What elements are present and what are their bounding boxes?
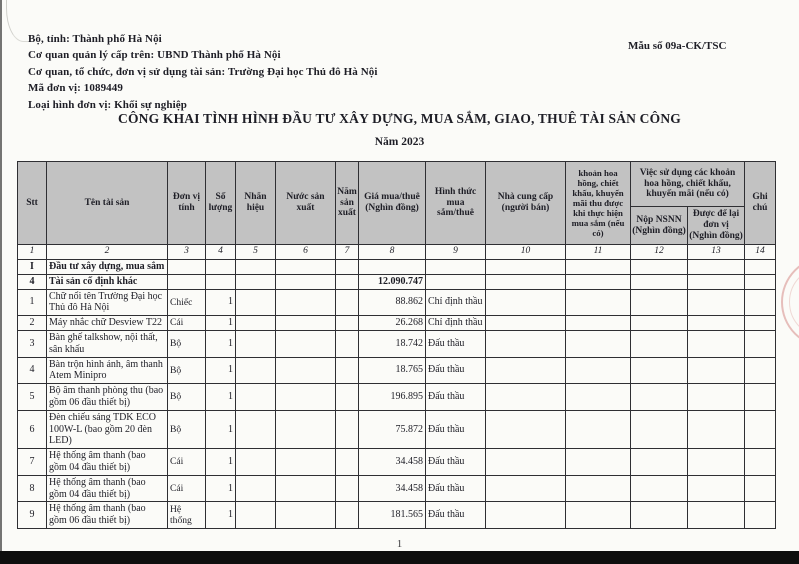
col-header-unit: Đơn vị tính — [168, 162, 206, 245]
cell-price: 75.872 — [359, 410, 426, 448]
cell-note — [745, 316, 776, 331]
asset-table-body — [18, 260, 776, 529]
cell-commission — [566, 357, 631, 384]
cell-commission — [566, 260, 631, 275]
header-line-ministry: Bộ, tỉnh: Thành phố Hà Nội — [28, 33, 162, 45]
table-row — [18, 260, 776, 275]
col-header-price: Giá mua/thuê (Nghìn đồng) — [359, 162, 426, 245]
cell-nsnn — [631, 316, 688, 331]
cell-name: Tài sản cố định khác — [47, 274, 168, 289]
cell-price: 34.458 — [359, 449, 426, 476]
cell-name: Hệ thống âm thanh (bao gồm 06 đầu thiết bị) — [47, 502, 168, 529]
cell-qty: 1 — [206, 384, 236, 411]
cell-nsnn — [631, 274, 688, 289]
cell-name: Bàn ghế talkshow, nội thất, sân khấu — [47, 330, 168, 357]
cell-note — [745, 274, 776, 289]
cell-stt: 7 — [18, 449, 47, 476]
cell-note — [745, 357, 776, 384]
cell-stt: 1 — [18, 289, 47, 316]
table-row — [18, 289, 776, 316]
cell-method: Chỉ định thầu — [426, 316, 486, 331]
cell-country — [276, 449, 336, 476]
col-number: 3 — [168, 245, 206, 260]
cell-stt: 2 — [18, 316, 47, 331]
cell-name: Hệ thống âm thanh (bao gồm 04 đầu thiết bị) — [47, 475, 168, 502]
col-number: 8 — [359, 245, 426, 260]
cell-qty: 1 — [206, 410, 236, 448]
col-number: 11 — [566, 245, 631, 260]
cell-country — [276, 410, 336, 448]
cell-name: Chữ nổi tên Trường Đại học Thủ đô Hà Nội — [47, 289, 168, 316]
cell-commission — [566, 274, 631, 289]
cell-note — [745, 330, 776, 357]
page-subtitle-year: Năm 2023 — [374, 136, 425, 148]
cell-brand — [236, 357, 276, 384]
cell-brand — [236, 330, 276, 357]
cell-price: 34.458 — [359, 475, 426, 502]
cell-country — [276, 384, 336, 411]
cell-retained — [688, 316, 745, 331]
column-number-row — [18, 245, 776, 260]
cell-year — [336, 502, 359, 529]
cell-brand — [236, 274, 276, 289]
cell-retained — [688, 502, 745, 529]
cell-method: Đấu thầu — [426, 475, 486, 502]
col-number: 6 — [276, 245, 336, 260]
table-row — [18, 502, 776, 529]
cell-qty: 1 — [206, 330, 236, 357]
col-number: 9 — [426, 245, 486, 260]
cell-commission — [566, 330, 631, 357]
cell-brand — [236, 449, 276, 476]
cell-retained — [688, 449, 745, 476]
cell-nsnn — [631, 449, 688, 476]
cell-year — [336, 330, 359, 357]
page-number: 1 — [396, 538, 403, 550]
cell-commission — [566, 384, 631, 411]
table-row — [18, 449, 776, 476]
form-number-label: Mẫu số 09a-CK/TSC — [628, 40, 727, 52]
cell-supplier — [486, 475, 566, 502]
cell-brand — [236, 410, 276, 448]
cell-year — [336, 316, 359, 331]
cell-stt: 4 — [18, 274, 47, 289]
cell-qty: 1 — [206, 449, 236, 476]
document-header-block — [28, 31, 378, 113]
col-header-commission: khoản hoa hồng, chiết khấu, khuyến mãi thu được khi thực hiện mua sắm (nếu có) — [566, 162, 631, 245]
cell-note — [745, 475, 776, 502]
cell-qty: 1 — [206, 357, 236, 384]
col-header-brand: Nhãn hiệu — [236, 162, 276, 245]
cell-method — [426, 260, 486, 275]
cell-stt: 5 — [18, 384, 47, 411]
cell-unit — [168, 274, 206, 289]
cell-price: 88.862 — [359, 289, 426, 316]
cell-retained — [688, 274, 745, 289]
cell-supplier — [486, 384, 566, 411]
cell-nsnn — [631, 289, 688, 316]
cell-nsnn — [631, 260, 688, 275]
cell-name: Hệ thống âm thanh (bao gồm 04 đầu thiết bị) — [47, 449, 168, 476]
cell-supplier — [486, 410, 566, 448]
cell-supplier — [486, 289, 566, 316]
cell-price: 18.742 — [359, 330, 426, 357]
cell-stt: 8 — [18, 475, 47, 502]
cell-qty: 1 — [206, 475, 236, 502]
header-line-managing-agency: Cơ quan quản lý cấp trên: UBND Thành phố Hà Nội — [28, 49, 281, 62]
cell-unit: Chiếc — [168, 289, 206, 316]
cell-brand — [236, 384, 276, 411]
cell-stt: 9 — [18, 502, 47, 529]
cell-note — [745, 260, 776, 275]
cell-method: Đấu thầu — [426, 449, 486, 476]
table-row — [18, 384, 776, 411]
cell-supplier — [486, 502, 566, 529]
col-header-quantity: Số lượng — [206, 162, 236, 245]
cell-name: Bàn trộn hình ảnh, âm thanh Atem Minipro — [47, 357, 168, 384]
col-header-method: Hình thức mua sắm/thuê — [426, 162, 486, 245]
cell-country — [276, 316, 336, 331]
cell-country — [276, 274, 336, 289]
cell-price: 26.268 — [359, 316, 426, 331]
cell-unit: Hệ thống — [168, 502, 206, 529]
col-number: 13 — [688, 245, 745, 260]
asset-disclosure-table — [17, 161, 776, 529]
cell-year — [336, 449, 359, 476]
cell-year — [336, 260, 359, 275]
cell-qty: 1 — [206, 289, 236, 316]
cell-method: Đấu thầu — [426, 330, 486, 357]
col-header-stt: Stt — [18, 162, 47, 245]
table-row — [18, 330, 776, 357]
col-header-note: Ghi chú — [745, 162, 776, 245]
cell-unit: Bộ — [168, 330, 206, 357]
cell-unit: Cái — [168, 449, 206, 476]
cell-year — [336, 357, 359, 384]
cell-retained — [688, 330, 745, 357]
scan-edge-bottom — [0, 551, 799, 564]
col-header-commission-usage-group: Việc sử dụng các khoản hoa hồng, chiết khấu, khuyến mãi (nếu có) — [631, 162, 745, 207]
table-row — [18, 410, 776, 448]
col-header-retained: Được để lại đơn vị (Nghìn đồng) — [688, 207, 745, 245]
scan-scratch-mark — [6, 0, 28, 42]
cell-commission — [566, 289, 631, 316]
scan-edge-left — [0, 0, 2, 564]
cell-note — [745, 384, 776, 411]
cell-country — [276, 260, 336, 275]
cell-method: Đấu thầu — [426, 384, 486, 411]
cell-year — [336, 274, 359, 289]
cell-commission — [566, 502, 631, 529]
cell-supplier — [486, 449, 566, 476]
col-number: 7 — [336, 245, 359, 260]
cell-brand — [236, 260, 276, 275]
cell-method — [426, 274, 486, 289]
cell-price: 12.090.747 — [359, 274, 426, 289]
cell-supplier — [486, 274, 566, 289]
cell-method: Chỉ định thầu — [426, 289, 486, 316]
cell-commission — [566, 475, 631, 502]
cell-method: Đấu thầu — [426, 357, 486, 384]
cell-stt: 3 — [18, 330, 47, 357]
cell-supplier — [486, 330, 566, 357]
table-header — [18, 162, 776, 260]
table-row — [18, 357, 776, 384]
cell-year — [336, 475, 359, 502]
cell-supplier — [486, 316, 566, 331]
cell-nsnn — [631, 410, 688, 448]
cell-year — [336, 384, 359, 411]
cell-commission — [566, 449, 631, 476]
cell-supplier — [486, 357, 566, 384]
cell-note — [745, 289, 776, 316]
cell-country — [276, 502, 336, 529]
cell-retained — [688, 289, 745, 316]
col-number: 14 — [745, 245, 776, 260]
header-line-unit-code: Mã đơn vị: 1089449 — [28, 82, 123, 95]
col-number: 2 — [47, 245, 168, 260]
cell-stt: 4 — [18, 357, 47, 384]
cell-brand — [236, 289, 276, 316]
cell-unit: Bộ — [168, 357, 206, 384]
cell-year — [336, 289, 359, 316]
col-number: 12 — [631, 245, 688, 260]
cell-price: 18.765 — [359, 357, 426, 384]
page-title: CÔNG KHAI TÌNH HÌNH ĐẦU TƯ XÂY DỰNG, MUA SẮM, GIAO, THUÊ TÀI SẢN CÔNG — [118, 111, 681, 126]
cell-price: 196.895 — [359, 384, 426, 411]
cell-method: Đấu thầu — [426, 502, 486, 529]
cell-qty: 1 — [206, 316, 236, 331]
col-number: 10 — [486, 245, 566, 260]
cell-stt: I — [18, 260, 47, 275]
cell-year — [336, 410, 359, 448]
cell-nsnn — [631, 330, 688, 357]
cell-qty — [206, 274, 236, 289]
cell-retained — [688, 475, 745, 502]
cell-unit — [168, 260, 206, 275]
col-number: 1 — [18, 245, 47, 260]
cell-nsnn — [631, 384, 688, 411]
cell-name: Đầu tư xây dựng, mua sắm — [47, 260, 168, 275]
cell-retained — [688, 410, 745, 448]
table-row — [18, 274, 776, 289]
col-header-asset-name: Tên tài sản — [47, 162, 168, 245]
cell-stt: 6 — [18, 410, 47, 448]
cell-method: Đấu thầu — [426, 410, 486, 448]
cell-name: Máy nhắc chữ Desview T22 — [47, 316, 168, 331]
cell-name: Bộ âm thanh phòng thu (bao gồm 06 đầu thiết bị) — [47, 384, 168, 411]
cell-name: Đèn chiếu sáng TDK ECO 100W-L (bao gồm 20 đèn LED) — [47, 410, 168, 448]
cell-brand — [236, 475, 276, 502]
cell-note — [745, 410, 776, 448]
cell-supplier — [486, 260, 566, 275]
cell-brand — [236, 316, 276, 331]
cell-unit: Bộ — [168, 384, 206, 411]
col-header-supplier: Nhà cung cấp (người bán) — [486, 162, 566, 245]
col-number: 5 — [236, 245, 276, 260]
col-number: 4 — [206, 245, 236, 260]
cell-commission — [566, 316, 631, 331]
cell-country — [276, 289, 336, 316]
col-header-year: Năm sản xuất — [336, 162, 359, 245]
cell-retained — [688, 357, 745, 384]
cell-country — [276, 475, 336, 502]
cell-unit: Cái — [168, 316, 206, 331]
cell-nsnn — [631, 502, 688, 529]
cell-retained — [688, 260, 745, 275]
cell-brand — [236, 502, 276, 529]
cell-commission — [566, 410, 631, 448]
cell-nsnn — [631, 357, 688, 384]
table-row — [18, 316, 776, 331]
table-row — [18, 475, 776, 502]
cell-price — [359, 260, 426, 275]
cell-note — [745, 502, 776, 529]
col-header-nsnn: Nộp NSNN (Nghìn đồng) — [631, 207, 688, 245]
cell-country — [276, 330, 336, 357]
header-line-unit-type: Loại hình đơn vị: Khối sự nghiệp — [28, 98, 187, 111]
col-header-country: Nước sản xuất — [276, 162, 336, 245]
cell-nsnn — [631, 475, 688, 502]
cell-note — [745, 449, 776, 476]
cell-country — [276, 357, 336, 384]
cell-unit: Bộ — [168, 410, 206, 448]
cell-unit: Cái — [168, 475, 206, 502]
header-line-using-unit: Cơ quan, tổ chức, đơn vị sử dụng tài sản: Trường Đại học Thủ đô Hà Nội — [28, 65, 378, 78]
cell-qty: 1 — [206, 502, 236, 529]
cell-qty — [206, 260, 236, 275]
cell-price: 181.565 — [359, 502, 426, 529]
cell-retained — [688, 384, 745, 411]
